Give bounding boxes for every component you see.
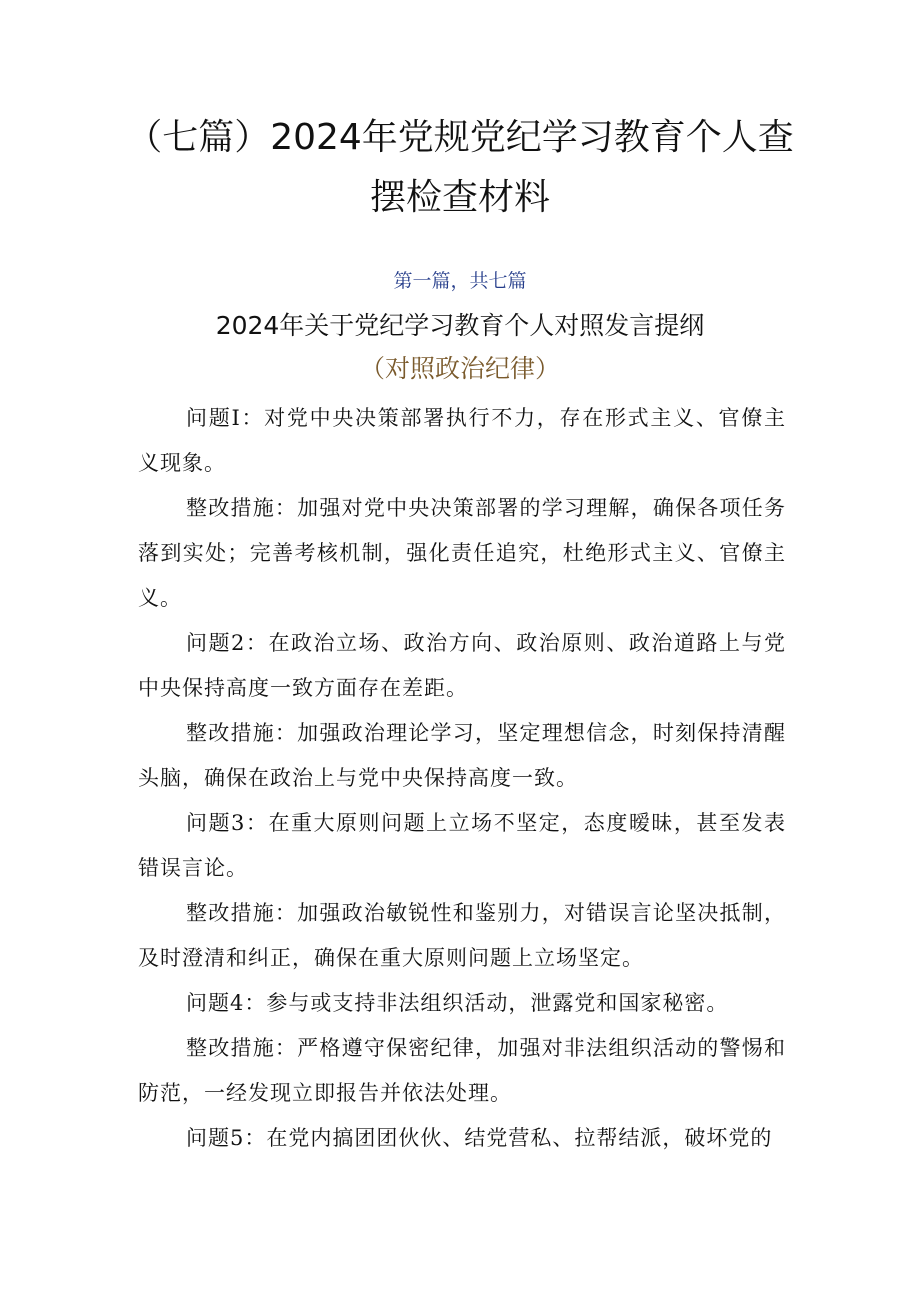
section-label: 第一篇，共七篇 (393, 270, 527, 292)
article-subtitle: （对照政治纪律） (359, 354, 560, 383)
document-title (120, 108, 800, 228)
paragraph-measure-3: 整改措施：加强政治敏锐性和鉴别力，对错误言论坚决抵制，及时澄清和纠正，确保在重大原则问题上立场坚定。 (138, 901, 786, 970)
paragraph-measure-4: 整改措施：严格遵守保密纪律，加强对非法组织活动的警惕和防范，一经发现立即报告并依法处理。 (138, 1036, 786, 1105)
paragraph-issue-1: 问题I：对党中央决策部署执行不力，存在形式主义、官僚主义现象。 (138, 406, 786, 475)
article-body (138, 396, 786, 1161)
document-title-line-1: （七篇）2024年党规党纪学习教育个人查 (126, 117, 794, 158)
document-title-line-2: 摆检查材料 (369, 177, 550, 218)
paragraph-measure-2: 整改措施：加强政治理论学习，坚定理想信念，时刻保持清醒头脑，确保在政治上与党中央保持高度一致。 (138, 721, 786, 790)
paragraph-issue-2: 问题2：在政治立场、政治方向、政治原则、政治道路上与党中央保持高度一致方面存在差距。 (138, 631, 786, 700)
article-title: 2024年关于党纪学习教育个人对照发言提纲 (215, 311, 705, 340)
paragraph-issue-5: 问题5：在党内搞团团伙伙、结党营私、拉帮结派，破坏党的 (186, 1126, 773, 1150)
paragraph-measure-1: 整改措施：加强对党中央决策部署的学习理解，确保各项任务落到实处；完善考核机制，强化责任追究，杜绝形式主义、官僚主义。 (138, 496, 786, 610)
paragraph-issue-3: 问题3：在重大原则问题上立场不坚定，态度暧昧，甚至发表错误言论。 (138, 811, 786, 880)
paragraph-issue-4: 问题4：参与或支持非法组织活动，泄露党和国家秘密。 (186, 991, 729, 1015)
